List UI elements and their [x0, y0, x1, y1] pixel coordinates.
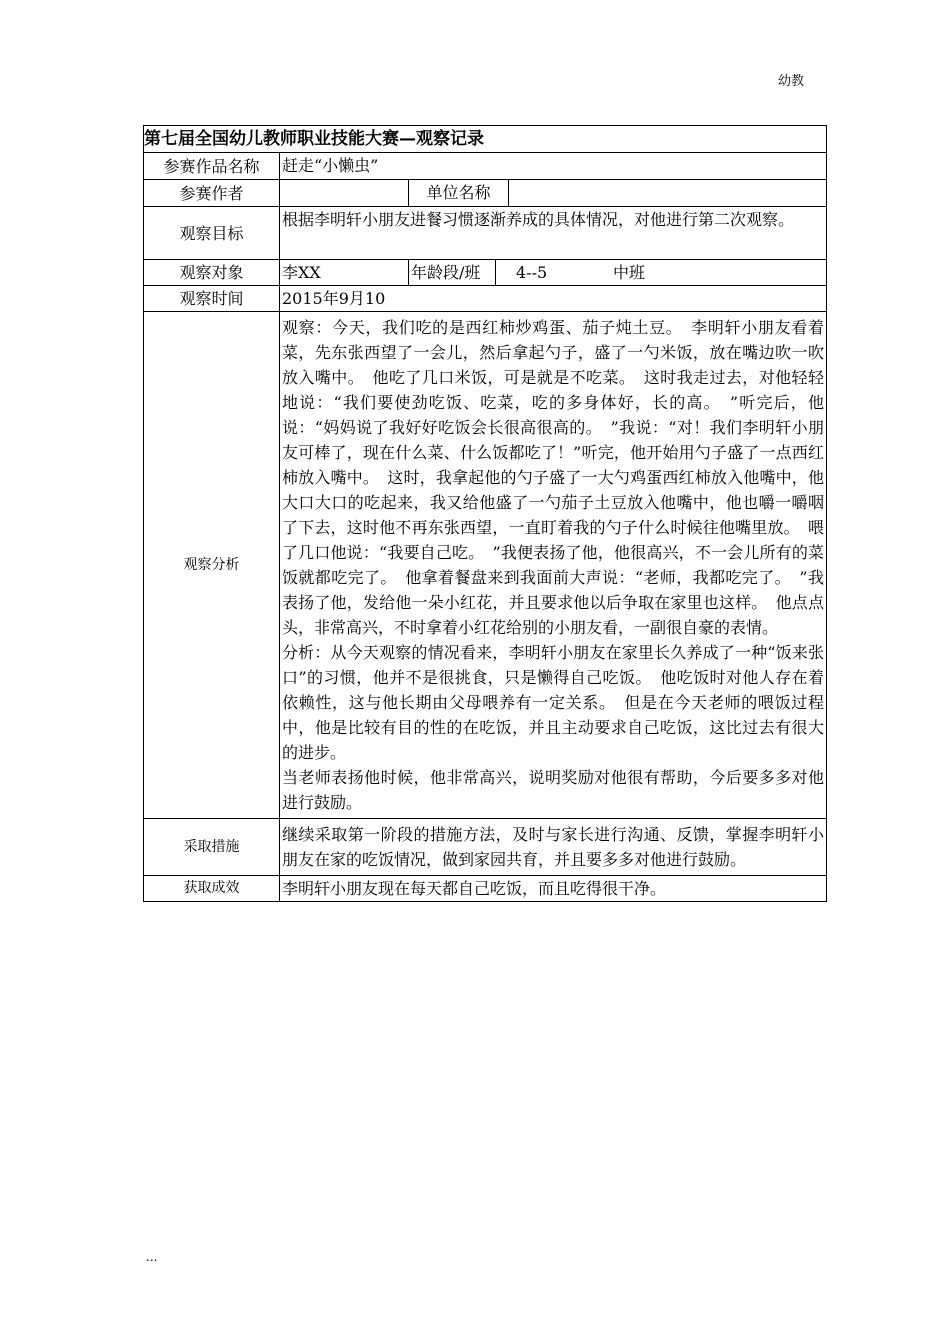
table-title: 第七届全国幼儿教师职业技能大赛—观察记录: [144, 129, 484, 149]
subject-label: 观察对象: [144, 260, 280, 285]
unit-label: 单位名称: [409, 180, 509, 206]
time-value: 2015年9月10: [282, 289, 386, 308]
age-class-label: 年龄段/班: [409, 260, 496, 285]
measures-label: 采取措施: [144, 819, 280, 875]
observation-paragraph: 观察：今天，我们吃的是西红柿炒鸡蛋、茄子炖土豆。 李明轩小朋友看着菜，先东张西望了一会儿，然后拿起勺子，盛了一勺米饭，放在嘴边吹一吹放入嘴中。 他吃了几口米饭，可是就是不吃菜。 这时我走过去，对他轻轻地说：“我们要使劲吃饭、吃菜，吃的多身体好，长的高。 ”听完后，他说：“妈妈说了我好好吃饭会长很高很高的。 ”我说：“对！我们李明轩小朋友可棒了，现在什么菜、什么饭都吃了！”听完，他开始用勺子盛了一点西红柿放入嘴中。 这时，我拿起他的勺子盛了一大勺鸡蛋西红柿放入他嘴中，他大口大口的吃起来，我又给他盛了一勺茄子土豆放入他嘴中，他也嚼一嚼咽了下去，这时他不再东张西望，一直盯着我的勺子什么时候往他嘴里放。 喂了几口他说：“我要自己吃。 ”我便表扬了他，他很高兴，不一会儿所有的菜饭就都吃完了。 他拿着餐盘来到我面前大声说：“老师，我都吃完了。 ”我表扬了他，发给他一朵小红花，并且要求他以后争取在家里也这样。 他点点头，非常高兴，不时拿着小红花给别的小朋友看，一副很自豪的表情。: [282, 318, 824, 637]
header-category: 幼教: [778, 74, 805, 89]
analysis-paragraph: 分析：从今天观察的情况看来，李明轩小朋友在家里长久养成了一种“饭来张口”的习惯，他并不是很挑食，只是懒得自己吃饭。 他吃饭时对他人存在着依赖性，这与他长期由父母喂养有一定关系。 但是在今天老师的喂饭过程中，他是比较有目的性的在吃饭，并且主动要求自己吃饭，这比过去有很大的进步。: [282, 643, 824, 762]
subject-row: [144, 259, 826, 285]
work-name-row: [144, 152, 826, 179]
unit-value: [509, 180, 826, 206]
measures-value: 继续采取第一阶段的措施方法，及时与家长进行沟通、反馈，掌握李明轩小朋友在家的吃饭情况，做到家园共育，并且要多多对他进行鼓励。: [282, 825, 824, 869]
goal-label: 观察目标: [144, 207, 280, 259]
work-name-value: 赶走“小懒虫”: [282, 156, 379, 175]
class-value: 中班: [613, 263, 646, 282]
goal-value: 根据李明轩小朋友进餐习惯逐渐养成的具体情况，对他进行第二次观察。: [282, 210, 795, 229]
author-row: [144, 179, 826, 206]
analysis-row: [144, 311, 826, 818]
results-value: 李明轩小朋友现在每天都自己吃饭，而且吃得很干净。: [282, 879, 667, 898]
work-name-label: 参赛作品名称: [144, 153, 280, 179]
time-row: [144, 285, 826, 311]
time-label: 观察时间: [144, 286, 280, 311]
measures-row: [144, 818, 826, 875]
analysis-value: [280, 312, 826, 818]
praise-paragraph: 当老师表扬他时候，他非常高兴，说明奖励对他很有帮助，今后要多多对他进行鼓励。: [282, 768, 824, 812]
results-label: 获取成效: [144, 876, 280, 901]
footer-mark: ...: [146, 1250, 158, 1264]
age-value: 4--5: [516, 263, 548, 282]
results-row: [144, 875, 826, 901]
analysis-label: 观察分析: [144, 312, 280, 818]
observation-record-table: [143, 125, 827, 902]
author-value: [280, 180, 409, 206]
subject-value: 李XX: [280, 260, 409, 285]
goal-row: [144, 206, 826, 259]
author-label: 参赛作者: [144, 180, 280, 206]
